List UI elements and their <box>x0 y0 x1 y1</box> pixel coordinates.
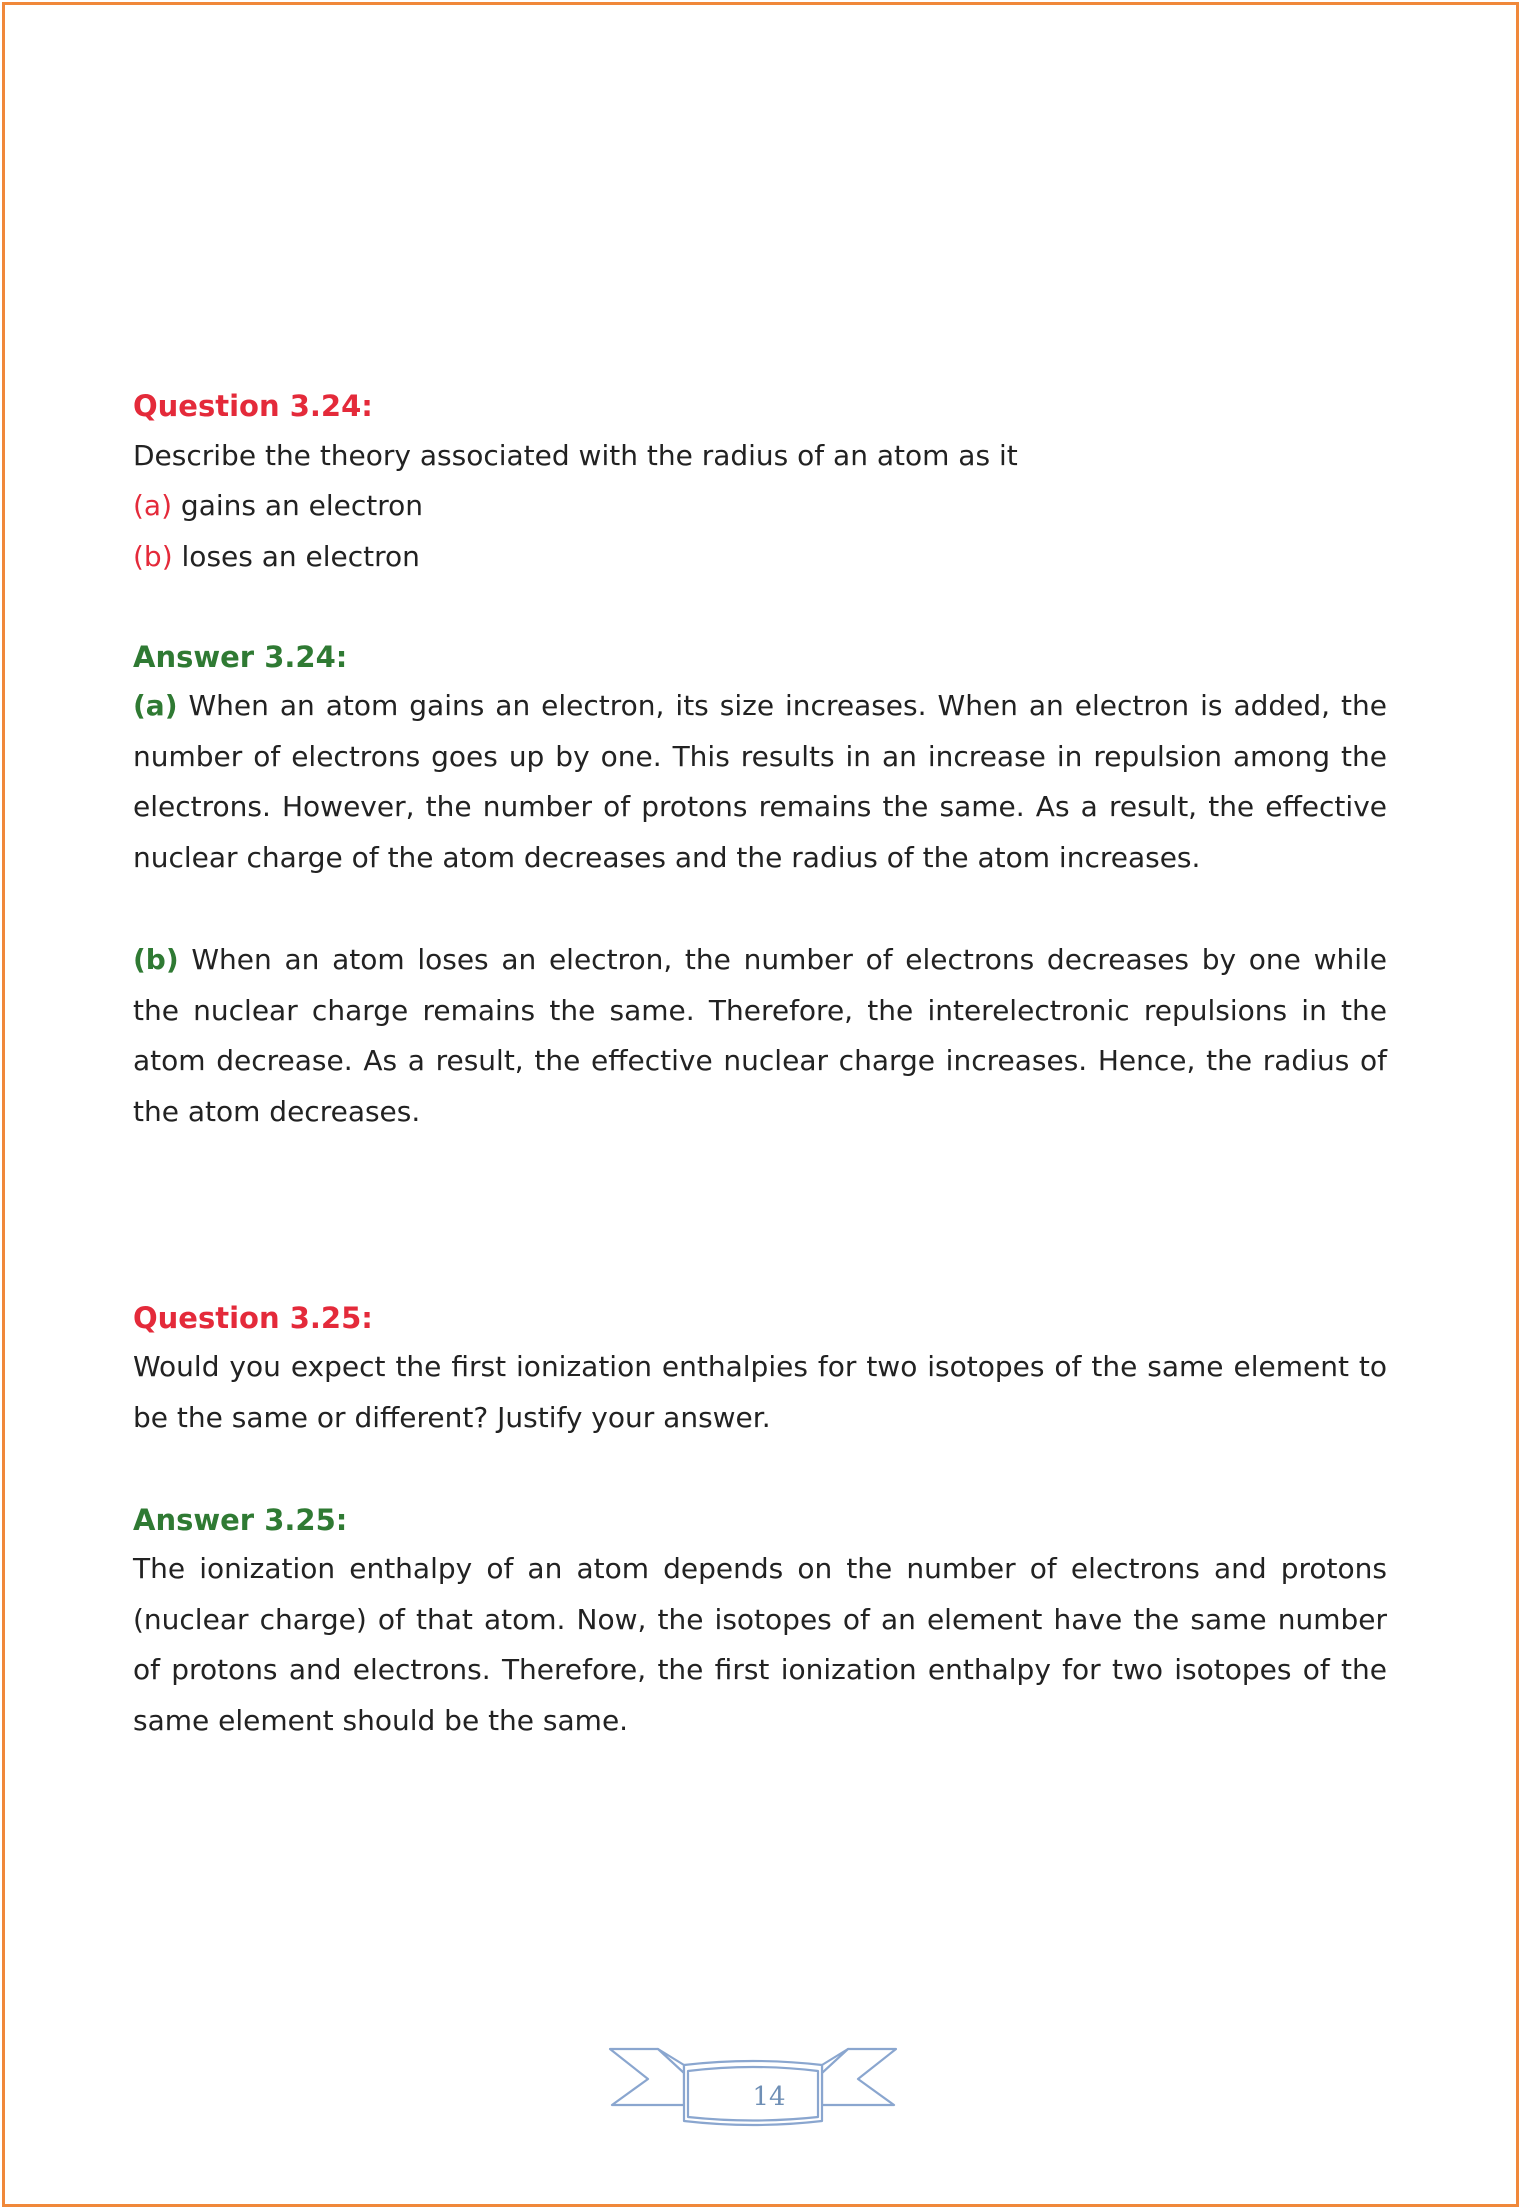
question-3-24-text: Describe the theory associated with the radius of an atom as it <box>133 439 1018 472</box>
answer-part-b-text: When an atom loses an electron, the number of electrons decreases by one while the nuclear charge remains the same. Therefore, the interelectronic repulsions in the atom decrease. As a result, the effective nuclear charge increases. Hence, the radius of the atom decreases. <box>133 943 1388 1129</box>
answer-3-24-heading: Answer 3.24: <box>133 640 348 674</box>
answer-part-a-label: (a) <box>133 689 178 722</box>
question-3-24-option-b <box>133 540 420 573</box>
answer-3-25-text: The ionization enthalpy of an atom depends on the number of electrons and protons (nuclear charge) of that atom. Now, the isotopes of an element have the same number of protons and electrons. Therefore, the first ionization enthalpy for two isotopes of the same element should be the same. <box>133 1552 1387 1738</box>
question-3-25-text: Would you expect the first ionization enthalpies for two isotopes of the same element to be the same or different? Justify your answer. <box>133 1350 1387 1434</box>
answer-part-a-text: When an atom gains an electron, its size increases. When an electron is added, the number of electrons goes up by one. This results in an increase in repulsion among the electrons. However, the number of protons remains the same. As a result, the effective nuclear charge of the atom decreases and the radius of the atom increases. <box>133 689 1388 875</box>
option-b-text: loses an electron <box>181 540 420 573</box>
question-3-25-heading: Question 3.25: <box>133 1301 373 1335</box>
option-a-text: gains an electron <box>180 489 424 522</box>
option-b-label: (b) <box>133 540 173 573</box>
answer-part-b-label: (b) <box>133 943 179 976</box>
answer-3-24-part-b <box>133 935 1387 1138</box>
page-number: 14 <box>752 2082 786 2112</box>
question-3-24-option-a <box>133 489 424 522</box>
answer-3-24-part-a <box>133 681 1387 884</box>
question-3-24-heading: Question 3.24: <box>133 389 373 423</box>
answer-3-25-heading: Answer 3.25: <box>133 1503 348 1537</box>
option-a-label: (a) <box>133 489 173 522</box>
